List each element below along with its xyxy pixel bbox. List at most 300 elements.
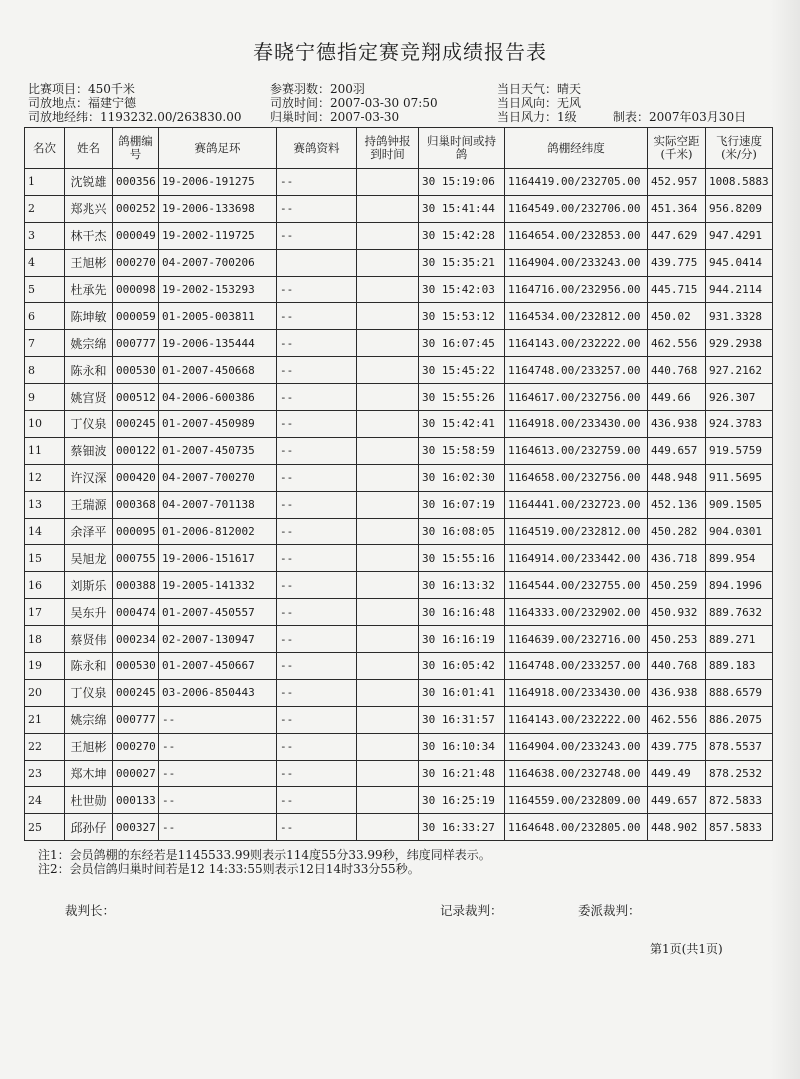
cell-rank: 24 xyxy=(25,787,65,814)
cell-name: 王旭彬 xyxy=(65,249,113,276)
cell-ring: 04-2007-701138 xyxy=(159,491,277,518)
cell-arrival: 30 15:55:26 xyxy=(419,384,505,411)
cell-distance: 450.02 xyxy=(648,303,706,330)
table-row xyxy=(25,679,773,706)
cell-loft: 000530 xyxy=(113,653,159,680)
cell-loft: 000327 xyxy=(113,814,159,841)
meta-wind-force: 当日风力：1级 xyxy=(497,110,577,124)
cell-speed: 872.5833 xyxy=(706,787,773,814)
cell-info: -- xyxy=(277,276,357,303)
cell-distance: 439.775 xyxy=(648,249,706,276)
cell-report-time xyxy=(357,384,419,411)
cell-info: -- xyxy=(277,437,357,464)
cell-loft: 000133 xyxy=(113,787,159,814)
cell-name: 陈永和 xyxy=(65,653,113,680)
cell-loft: 000270 xyxy=(113,249,159,276)
cell-speed: 929.2938 xyxy=(706,330,773,357)
cell-coords: 1164419.00/232705.00 xyxy=(505,169,648,196)
cell-ring: -- xyxy=(159,814,277,841)
cell-arrival: 30 15:53:12 xyxy=(419,303,505,330)
cell-rank: 3 xyxy=(25,222,65,249)
cell-report-time xyxy=(357,169,419,196)
cell-info: -- xyxy=(277,679,357,706)
table-row xyxy=(25,169,773,196)
cell-report-time xyxy=(357,787,419,814)
cell-distance: 445.715 xyxy=(648,276,706,303)
cell-ring: 04-2007-700270 xyxy=(159,464,277,491)
cell-distance: 436.938 xyxy=(648,679,706,706)
table-row xyxy=(25,599,773,626)
cell-arrival: 30 16:07:19 xyxy=(419,491,505,518)
cell-distance: 449.657 xyxy=(648,437,706,464)
cell-rank: 13 xyxy=(25,491,65,518)
cell-arrival: 30 16:21:48 xyxy=(419,760,505,787)
cell-speed: 889.271 xyxy=(706,626,773,653)
cell-ring: 01-2006-812002 xyxy=(159,518,277,545)
cell-speed: 889.7632 xyxy=(706,599,773,626)
cell-report-time xyxy=(357,733,419,760)
cell-ring: -- xyxy=(159,760,277,787)
cell-distance: 450.259 xyxy=(648,572,706,599)
cell-arrival: 30 15:58:59 xyxy=(419,437,505,464)
cell-info: -- xyxy=(277,653,357,680)
cell-info: -- xyxy=(277,384,357,411)
cell-name: 姚宫贤 xyxy=(65,384,113,411)
cell-name: 蔡贤伟 xyxy=(65,626,113,653)
cell-coords: 1164534.00/232812.00 xyxy=(505,303,648,330)
cell-name: 姚宗绵 xyxy=(65,706,113,733)
table-row xyxy=(25,653,773,680)
cell-speed: 944.2114 xyxy=(706,276,773,303)
meta-race-item: 比赛项目：450千米 xyxy=(28,82,135,96)
cell-arrival: 30 16:01:41 xyxy=(419,679,505,706)
cell-report-time xyxy=(357,679,419,706)
cell-ring: 19-2005-141332 xyxy=(159,572,277,599)
cell-rank: 6 xyxy=(25,303,65,330)
cell-name: 邱孙仔 xyxy=(65,814,113,841)
cell-arrival: 30 16:10:34 xyxy=(419,733,505,760)
cell-speed: 878.2532 xyxy=(706,760,773,787)
cell-info: -- xyxy=(277,599,357,626)
table-row xyxy=(25,626,773,653)
cell-rank: 8 xyxy=(25,357,65,384)
cell-rank: 2 xyxy=(25,195,65,222)
cell-rank: 22 xyxy=(25,733,65,760)
cell-name: 丁仪泉 xyxy=(65,411,113,438)
cell-loft: 000049 xyxy=(113,222,159,249)
cell-info: -- xyxy=(277,411,357,438)
table-row xyxy=(25,572,773,599)
cell-loft: 000027 xyxy=(113,760,159,787)
table-row xyxy=(25,195,773,222)
cell-ring: 19-2002-119725 xyxy=(159,222,277,249)
cell-loft: 000755 xyxy=(113,545,159,572)
cell-ring: 01-2007-450668 xyxy=(159,357,277,384)
cell-speed: 924.3783 xyxy=(706,411,773,438)
note-2: 注2：会员信鸽归巢时间若是12 14:33:55则表示12日14时33分55秒。 xyxy=(38,862,420,876)
cell-report-time xyxy=(357,249,419,276)
cell-distance: 448.948 xyxy=(648,464,706,491)
cell-name: 郑木坤 xyxy=(65,760,113,787)
cell-coords: 1164748.00/233257.00 xyxy=(505,357,648,384)
cell-coords: 1164559.00/232809.00 xyxy=(505,787,648,814)
cell-arrival: 30 15:41:44 xyxy=(419,195,505,222)
page-number: 第1页(共1页) xyxy=(650,942,723,956)
cell-report-time xyxy=(357,599,419,626)
cell-report-time xyxy=(357,437,419,464)
table-row xyxy=(25,814,773,841)
header-rank: 名次 xyxy=(25,128,65,169)
table-row xyxy=(25,384,773,411)
cell-name: 杜承先 xyxy=(65,276,113,303)
cell-ring: 01-2007-450667 xyxy=(159,653,277,680)
cell-arrival: 30 15:19:06 xyxy=(419,169,505,196)
meta-made-date: 制表：2007年03月30日 xyxy=(613,110,747,124)
cell-loft: 000530 xyxy=(113,357,159,384)
cell-rank: 5 xyxy=(25,276,65,303)
cell-ring: 04-2007-700206 xyxy=(159,249,277,276)
results-table xyxy=(24,127,773,841)
cell-arrival: 30 16:07:45 xyxy=(419,330,505,357)
cell-rank: 4 xyxy=(25,249,65,276)
cell-info: -- xyxy=(277,518,357,545)
chief-referee-label: 裁判长： xyxy=(65,903,116,918)
header-report-time: 持鸽钟报到时间 xyxy=(357,128,419,169)
cell-loft: 000098 xyxy=(113,276,159,303)
cell-coords: 1164639.00/232716.00 xyxy=(505,626,648,653)
cell-loft: 000122 xyxy=(113,437,159,464)
cell-loft: 000420 xyxy=(113,464,159,491)
table-row xyxy=(25,545,773,572)
cell-report-time xyxy=(357,464,419,491)
cell-speed: 956.8209 xyxy=(706,195,773,222)
header-arrival: 归巢时间或持鸽 xyxy=(419,128,505,169)
meta-return-time: 归巢时间：2007-03-30 xyxy=(270,110,400,124)
cell-info: -- xyxy=(277,491,357,518)
cell-loft: 000388 xyxy=(113,572,159,599)
cell-name: 陈坤敏 xyxy=(65,303,113,330)
cell-info xyxy=(277,249,357,276)
cell-speed: 926.307 xyxy=(706,384,773,411)
table-row xyxy=(25,222,773,249)
cell-report-time xyxy=(357,491,419,518)
cell-rank: 14 xyxy=(25,518,65,545)
cell-report-time xyxy=(357,626,419,653)
record-referee-label: 记录裁判： xyxy=(440,903,503,918)
cell-coords: 1164549.00/232706.00 xyxy=(505,195,648,222)
table-row xyxy=(25,518,773,545)
cell-rank: 23 xyxy=(25,760,65,787)
cell-loft: 000356 xyxy=(113,169,159,196)
cell-rank: 7 xyxy=(25,330,65,357)
cell-rank: 25 xyxy=(25,814,65,841)
cell-coords: 1164748.00/233257.00 xyxy=(505,653,648,680)
cell-arrival: 30 16:33:27 xyxy=(419,814,505,841)
cell-loft: 000059 xyxy=(113,303,159,330)
cell-loft: 000368 xyxy=(113,491,159,518)
cell-ring: 04-2006-600386 xyxy=(159,384,277,411)
cell-info: -- xyxy=(277,195,357,222)
cell-speed: 886.2075 xyxy=(706,706,773,733)
cell-name: 丁仪泉 xyxy=(65,679,113,706)
cell-report-time xyxy=(357,545,419,572)
cell-rank: 20 xyxy=(25,679,65,706)
cell-name: 沈锐雄 xyxy=(65,169,113,196)
cell-distance: 440.768 xyxy=(648,653,706,680)
cell-coords: 1164918.00/233430.00 xyxy=(505,679,648,706)
cell-coords: 1164638.00/232748.00 xyxy=(505,760,648,787)
meta-release-place: 司放地点：福建宁德 xyxy=(28,96,137,110)
cell-coords: 1164617.00/232756.00 xyxy=(505,384,648,411)
table-row xyxy=(25,411,773,438)
cell-ring: 03-2006-850443 xyxy=(159,679,277,706)
cell-distance: 462.556 xyxy=(648,330,706,357)
cell-report-time xyxy=(357,706,419,733)
header-speed: 飞行速度(米/分) xyxy=(706,128,773,169)
cell-loft: 000270 xyxy=(113,733,159,760)
cell-loft: 000252 xyxy=(113,195,159,222)
cell-rank: 16 xyxy=(25,572,65,599)
cell-speed: 889.183 xyxy=(706,653,773,680)
cell-speed: 1008.5883 xyxy=(706,169,773,196)
cell-loft: 000474 xyxy=(113,599,159,626)
cell-coords: 1164648.00/232805.00 xyxy=(505,814,648,841)
meta-release-coords: 司放地经纬：1193232.00/263830.00 xyxy=(28,110,242,124)
cell-name: 许汉深 xyxy=(65,464,113,491)
cell-name: 杜世勋 xyxy=(65,787,113,814)
cell-ring: -- xyxy=(159,787,277,814)
cell-distance: 451.364 xyxy=(648,195,706,222)
cell-arrival: 30 16:13:32 xyxy=(419,572,505,599)
cell-distance: 452.957 xyxy=(648,169,706,196)
header-info: 赛鸽资料 xyxy=(277,128,357,169)
cell-info: -- xyxy=(277,572,357,599)
cell-arrival: 30 16:25:19 xyxy=(419,787,505,814)
cell-distance: 447.629 xyxy=(648,222,706,249)
note-1: 注1：会员鸽棚的东经若是1145533.99则表示114度55分33.99秒，纬度同样表示。 xyxy=(38,848,491,862)
page-title: 春晓宁德指定赛竞翔成绩报告表 xyxy=(253,40,547,64)
cell-speed: 904.0301 xyxy=(706,518,773,545)
cell-speed: 909.1505 xyxy=(706,491,773,518)
cell-coords: 1164441.00/232723.00 xyxy=(505,491,648,518)
cell-info: -- xyxy=(277,330,357,357)
cell-speed: 911.5695 xyxy=(706,464,773,491)
cell-coords: 1164333.00/232902.00 xyxy=(505,599,648,626)
cell-ring: 01-2007-450735 xyxy=(159,437,277,464)
cell-arrival: 30 16:08:05 xyxy=(419,518,505,545)
cell-report-time xyxy=(357,357,419,384)
cell-ring: 19-2006-133698 xyxy=(159,195,277,222)
cell-coords: 1164904.00/233243.00 xyxy=(505,249,648,276)
cell-report-time xyxy=(357,572,419,599)
cell-report-time xyxy=(357,814,419,841)
cell-info: -- xyxy=(277,760,357,787)
cell-arrival: 30 15:42:03 xyxy=(419,276,505,303)
meta-release-time: 司放时间：2007-03-30 07:50 xyxy=(270,96,438,110)
cell-speed: 931.3328 xyxy=(706,303,773,330)
cell-coords: 1164519.00/232812.00 xyxy=(505,518,648,545)
cell-name: 吴东升 xyxy=(65,599,113,626)
cell-rank: 1 xyxy=(25,169,65,196)
cell-arrival: 30 15:42:41 xyxy=(419,411,505,438)
table-row xyxy=(25,733,773,760)
cell-rank: 11 xyxy=(25,437,65,464)
cell-arrival: 30 16:16:48 xyxy=(419,599,505,626)
header-distance: 实际空距(千米) xyxy=(648,128,706,169)
cell-report-time xyxy=(357,276,419,303)
cell-speed: 919.5759 xyxy=(706,437,773,464)
cell-name: 姚宗绵 xyxy=(65,330,113,357)
table-row xyxy=(25,357,773,384)
cell-report-time xyxy=(357,518,419,545)
cell-report-time xyxy=(357,760,419,787)
cell-arrival: 30 15:35:21 xyxy=(419,249,505,276)
cell-coords: 1164143.00/232222.00 xyxy=(505,330,648,357)
cell-distance: 439.775 xyxy=(648,733,706,760)
cell-distance: 436.938 xyxy=(648,411,706,438)
cell-distance: 449.657 xyxy=(648,787,706,814)
cell-coords: 1164914.00/233442.00 xyxy=(505,545,648,572)
table-row xyxy=(25,437,773,464)
meta-weather: 当日天气：晴天 xyxy=(497,82,582,96)
cell-name: 蔡钿波 xyxy=(65,437,113,464)
cell-name: 王瑞源 xyxy=(65,491,113,518)
cell-coords: 1164654.00/232853.00 xyxy=(505,222,648,249)
cell-distance: 462.556 xyxy=(648,706,706,733)
cell-name: 林干杰 xyxy=(65,222,113,249)
cell-info: -- xyxy=(277,464,357,491)
cell-speed: 899.954 xyxy=(706,545,773,572)
cell-info: -- xyxy=(277,169,357,196)
cell-arrival: 30 16:02:30 xyxy=(419,464,505,491)
cell-speed: 878.5537 xyxy=(706,733,773,760)
cell-ring: 01-2007-450989 xyxy=(159,411,277,438)
cell-name: 王旭彬 xyxy=(65,733,113,760)
cell-rank: 10 xyxy=(25,411,65,438)
cell-rank: 17 xyxy=(25,599,65,626)
cell-ring: 19-2006-135444 xyxy=(159,330,277,357)
cell-ring: 02-2007-130947 xyxy=(159,626,277,653)
cell-name: 郑兆兴 xyxy=(65,195,113,222)
cell-distance: 448.902 xyxy=(648,814,706,841)
cell-arrival: 30 16:05:42 xyxy=(419,653,505,680)
cell-speed: 927.2162 xyxy=(706,357,773,384)
cell-speed: 857.5833 xyxy=(706,814,773,841)
cell-speed: 888.6579 xyxy=(706,679,773,706)
cell-arrival: 30 15:42:28 xyxy=(419,222,505,249)
cell-report-time xyxy=(357,330,419,357)
table-row xyxy=(25,249,773,276)
cell-report-time xyxy=(357,303,419,330)
notes xyxy=(38,848,491,876)
cell-speed: 894.1996 xyxy=(706,572,773,599)
table-row xyxy=(25,706,773,733)
cell-loft: 000777 xyxy=(113,330,159,357)
cell-rank: 9 xyxy=(25,384,65,411)
cell-rank: 21 xyxy=(25,706,65,733)
cell-coords: 1164716.00/232956.00 xyxy=(505,276,648,303)
results-body xyxy=(25,169,773,841)
cell-info: -- xyxy=(277,814,357,841)
table-row xyxy=(25,760,773,787)
cell-ring: -- xyxy=(159,706,277,733)
cell-coords: 1164143.00/232222.00 xyxy=(505,706,648,733)
cell-loft: 000095 xyxy=(113,518,159,545)
cell-distance: 450.253 xyxy=(648,626,706,653)
cell-name: 吴旭龙 xyxy=(65,545,113,572)
header-ring: 赛鸽足环 xyxy=(159,128,277,169)
cell-name: 余泽平 xyxy=(65,518,113,545)
cell-speed: 945.0414 xyxy=(706,249,773,276)
meta-entries: 参赛羽数：200羽 xyxy=(270,82,365,96)
cell-distance: 452.136 xyxy=(648,491,706,518)
table-row xyxy=(25,787,773,814)
cell-arrival: 30 16:16:19 xyxy=(419,626,505,653)
cell-info: -- xyxy=(277,626,357,653)
cell-distance: 449.66 xyxy=(648,384,706,411)
cell-info: -- xyxy=(277,357,357,384)
cell-info: -- xyxy=(277,303,357,330)
table-row xyxy=(25,330,773,357)
cell-report-time xyxy=(357,222,419,249)
cell-coords: 1164904.00/233243.00 xyxy=(505,733,648,760)
cell-ring: 19-2006-191275 xyxy=(159,169,277,196)
table-header-row xyxy=(25,128,773,169)
cell-report-time xyxy=(357,411,419,438)
cell-rank: 15 xyxy=(25,545,65,572)
cell-rank: 12 xyxy=(25,464,65,491)
cell-ring: -- xyxy=(159,733,277,760)
cell-distance: 440.768 xyxy=(648,357,706,384)
meta-wind-direction: 当日风向：无风 xyxy=(497,96,582,110)
cell-ring: 01-2005-003811 xyxy=(159,303,277,330)
cell-ring: 19-2002-153293 xyxy=(159,276,277,303)
cell-rank: 18 xyxy=(25,626,65,653)
cell-info: -- xyxy=(277,222,357,249)
cell-coords: 1164918.00/233430.00 xyxy=(505,411,648,438)
cell-loft: 000234 xyxy=(113,626,159,653)
cell-rank: 19 xyxy=(25,653,65,680)
cell-distance: 450.932 xyxy=(648,599,706,626)
assigned-referee-label: 委派裁判： xyxy=(578,903,641,918)
header-loft: 鸽棚编号 xyxy=(113,128,159,169)
scan-edge-shadow xyxy=(770,0,800,1079)
cell-info: -- xyxy=(277,787,357,814)
cell-name: 陈永和 xyxy=(65,357,113,384)
cell-loft: 000245 xyxy=(113,679,159,706)
header-name: 姓名 xyxy=(65,128,113,169)
cell-loft: 000777 xyxy=(113,706,159,733)
cell-arrival: 30 15:45:22 xyxy=(419,357,505,384)
cell-info: -- xyxy=(277,545,357,572)
cell-speed: 947.4291 xyxy=(706,222,773,249)
cell-report-time xyxy=(357,195,419,222)
cell-distance: 450.282 xyxy=(648,518,706,545)
cell-coords: 1164658.00/232756.00 xyxy=(505,464,648,491)
cell-arrival: 30 16:31:57 xyxy=(419,706,505,733)
cell-report-time xyxy=(357,653,419,680)
cell-coords: 1164544.00/232755.00 xyxy=(505,572,648,599)
cell-arrival: 30 15:55:16 xyxy=(419,545,505,572)
table-row xyxy=(25,276,773,303)
cell-distance: 449.49 xyxy=(648,760,706,787)
cell-coords: 1164613.00/232759.00 xyxy=(505,437,648,464)
cell-info: -- xyxy=(277,706,357,733)
table-row xyxy=(25,491,773,518)
table-row xyxy=(25,464,773,491)
cell-name: 刘斯乐 xyxy=(65,572,113,599)
table-row xyxy=(25,303,773,330)
